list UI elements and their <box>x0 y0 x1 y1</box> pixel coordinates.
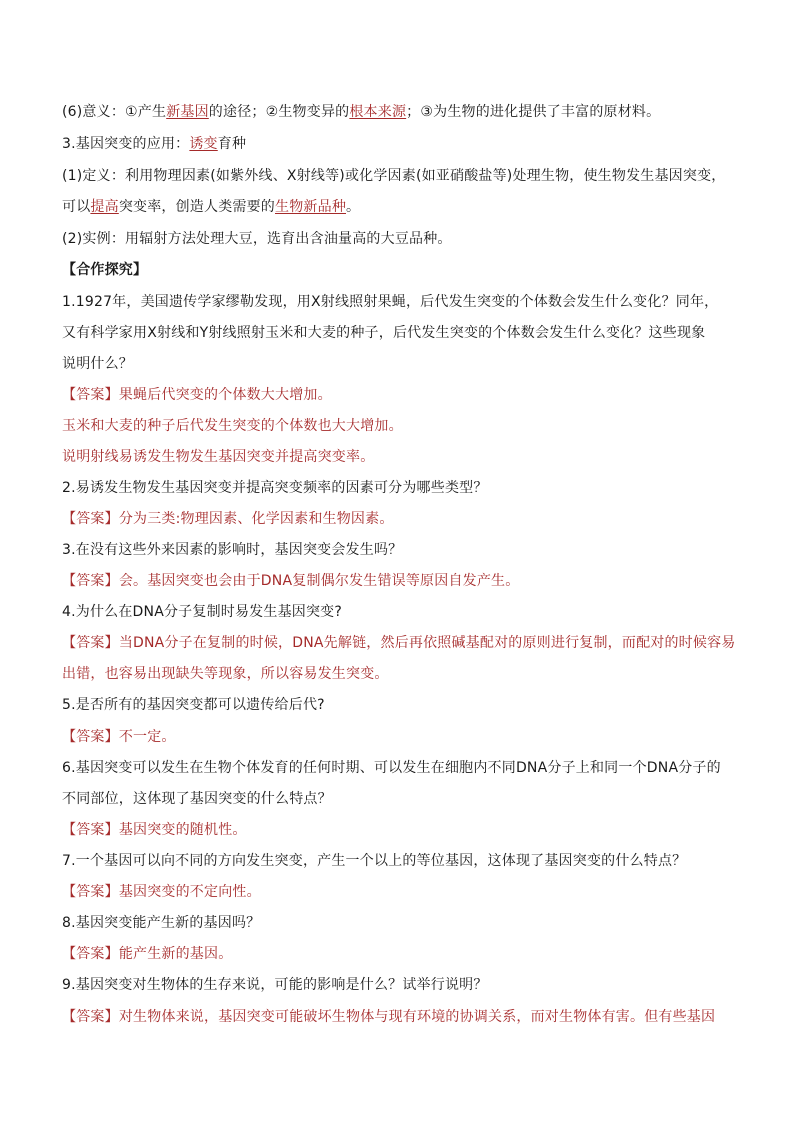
answer-text: 当DNA分子在复制的时候，DNA先解链，然后再依照碱基配对的原则进行复制，而配对的时候容易 <box>118 635 736 651</box>
question-6 <box>62 759 721 777</box>
text: (2)实例：用辐射方法处理大豆，选育出含油量高的大豆品种。 <box>62 231 452 247</box>
answer-1 <box>62 386 332 404</box>
answer-label: 【答案】 <box>62 1009 119 1025</box>
text: 说明什么？ <box>62 356 133 372</box>
application-heading <box>62 135 246 153</box>
text: 3.在没有这些外来因素的影响时，基因突变会发生吗？ <box>62 542 403 558</box>
answer-label: 【答案】 <box>62 635 119 651</box>
example-line <box>62 230 452 248</box>
question-1-cont <box>62 355 133 373</box>
answer-text: 基因突变的不定向性。 <box>118 884 261 900</box>
answer-8 <box>62 945 232 963</box>
answer-text: 出错，也容易出现缺失等现象，所以容易发生突变。 <box>62 666 389 682</box>
text: 又有科学家用X射线和Y射线照射玉米和大麦的种子，后代发生突变的个体数会发生什么变化？这些现象 <box>62 325 706 341</box>
answer-4 <box>62 634 735 652</box>
fill-blank: 诱变 <box>189 136 218 152</box>
text: 可以 <box>62 199 91 215</box>
text: 不同部位，这体现了基因突变的什么特点？ <box>62 791 332 807</box>
text: 8.基因突变能产生新的基因吗？ <box>62 915 261 931</box>
text: 9.基因突变对生物体的生存来说，可能的影响是什么？试举行说明？ <box>62 977 488 993</box>
text: 突变率，创造人类需要的 <box>118 199 276 215</box>
fill-blank: 生物新品种 <box>275 199 347 215</box>
answer-4-cont <box>62 665 389 683</box>
text: 5.是否所有的基因突变都可以遗传给后代? <box>62 697 325 713</box>
question-4 <box>62 603 342 621</box>
answer-9 <box>62 1008 715 1026</box>
text: 7.一个基因可以向不同的方向发生突变，产生一个以上的等位基因，这体现了基因突变的什么特点？ <box>62 853 687 869</box>
answer-text: 对生物体来说，基因突变可能破坏生物体与现有环境的协调关系，而对生物体有害。但有些基因 <box>118 1009 716 1025</box>
question-2 <box>62 479 488 497</box>
answer-label: 【答案】 <box>62 573 119 589</box>
definition-line-2 <box>62 198 360 216</box>
text: 1.1927年，美国遗传学家缪勒发现，用X射线照射果蝇，后代发生突变的个体数会发生什么变化？同年， <box>62 294 719 310</box>
fill-blank: 根本来源 <box>349 104 407 120</box>
question-8 <box>62 914 260 932</box>
text: 6.基因突变可以发生在生物个体发育的任何时期、可以发生在细胞内不同DNA分子上和同一个DNA分子的 <box>62 760 721 776</box>
answer-label: 【答案】 <box>62 729 119 745</box>
text: 。 <box>346 199 361 215</box>
question-9 <box>62 976 488 994</box>
text: 的途径；②生物变异的 <box>208 104 350 120</box>
question-1-cont <box>62 324 705 342</box>
answer-label: 【答案】 <box>62 946 119 962</box>
answer-6 <box>62 821 247 839</box>
answer-text: 会。基因突变也会由于DNA复制偶尔发生错误等原因自发产生。 <box>118 573 520 589</box>
question-7 <box>62 852 686 870</box>
answer-text: 说明射线易诱发生物发生基因突变并提高突变率。 <box>62 449 375 465</box>
text: 2.易诱发生物发生基因突变并提高突变频率的因素可分为哪些类型？ <box>62 480 488 496</box>
answer-text: 果蝇后代突变的个体数大大增加。 <box>118 387 332 403</box>
answer-label: 【答案】 <box>62 511 119 527</box>
meaning-line <box>62 103 660 121</box>
answer-5 <box>62 728 176 746</box>
answer-text: 不一定。 <box>118 729 176 745</box>
answer-text: 能产生新的基因。 <box>118 946 233 962</box>
text: 3.基因突变的应用： <box>62 136 190 152</box>
question-6-cont <box>62 790 332 808</box>
text: 育种 <box>217 136 247 152</box>
question-1 <box>62 293 718 311</box>
answer-label: 【答案】 <box>62 387 119 403</box>
answer-1-cont <box>62 417 403 435</box>
answer-7 <box>62 883 261 901</box>
answer-1-cont <box>62 448 374 466</box>
text: (1)定义：利用物理因素(如紫外线、X射线等)或化学因素(如亚硝酸盐等)处理生物，使生物发生基因突变， <box>62 168 726 184</box>
text: 4.为什么在DNA分子复制时易发生基因突变? <box>62 604 343 620</box>
text: (6)意义：①产生 <box>62 104 167 120</box>
answer-3 <box>62 572 519 590</box>
section-heading <box>62 261 147 279</box>
heading-text: 【合作探究】 <box>62 262 148 278</box>
question-3 <box>62 541 402 559</box>
answer-text: 基因突变的随机性。 <box>118 822 247 838</box>
fill-blank: 新基因 <box>166 104 209 120</box>
definition-line <box>62 167 725 185</box>
question-5 <box>62 696 325 714</box>
answer-text: 玉米和大麦的种子后代发生突变的个体数也大大增加。 <box>62 418 403 434</box>
answer-label: 【答案】 <box>62 822 119 838</box>
answer-2 <box>62 510 394 528</box>
text: ；③为生物的进化提供了丰富的原材料。 <box>406 104 661 120</box>
answer-label: 【答案】 <box>62 884 119 900</box>
fill-blank: 提高 <box>90 199 119 215</box>
answer-text: 分为三类:物理因素、化学因素和生物因素。 <box>118 511 394 527</box>
